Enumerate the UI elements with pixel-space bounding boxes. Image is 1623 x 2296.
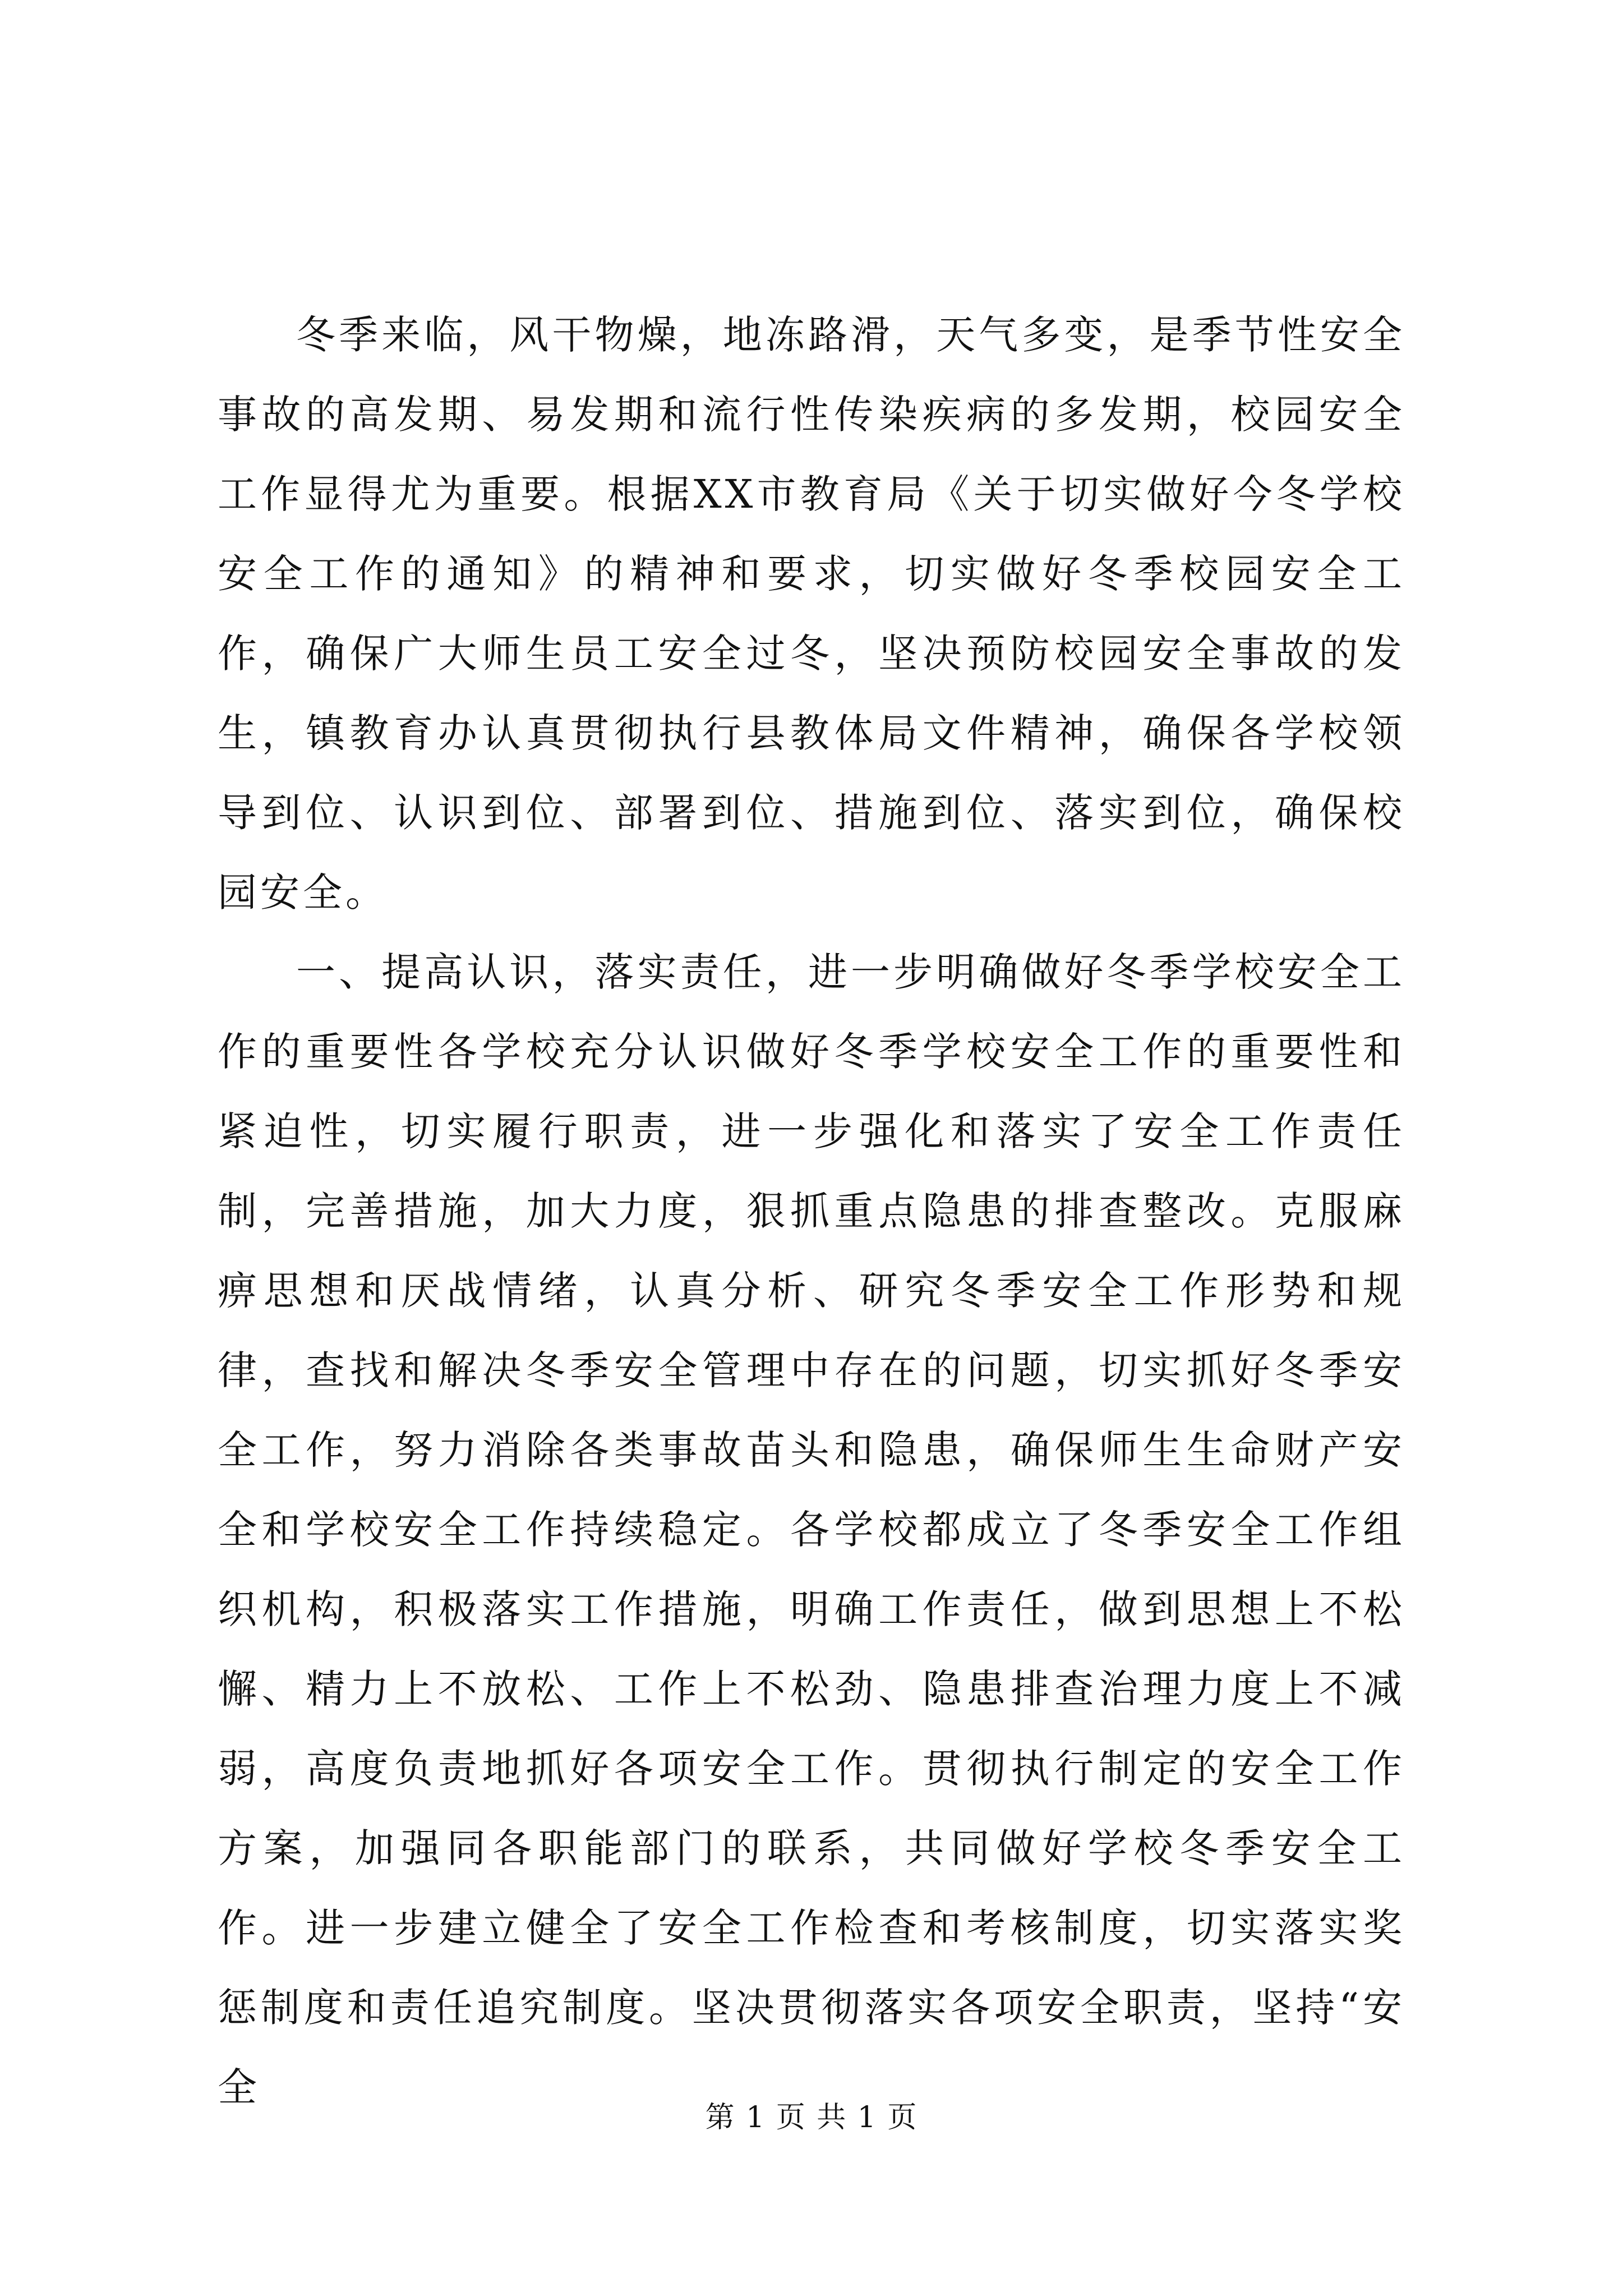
page-footer: 第 1 页 共 1 页	[705, 2101, 918, 2134]
document-body	[218, 295, 1405, 2127]
paragraph-intro: 冬季来临，风干物燥，地冻路滑，天气多变，是季节性安全事故的高发期、易发期和流行性传染疾病的多发期，校园安全工作显得尤为重要。根据XX市教育局《关于切实做好今冬学校安全工作的通知》的精神和要求，切实做好冬季校园安全工作，确保广大师生员工安全过冬，坚决预防校园安全事故的发生，镇教育办认真贯彻执行县教体局文件精神，确保各学校领导到位、认识到位、部署到位、措施到位、落实到位，确保校园安全。	[218, 312, 1405, 915]
paragraph-section-one: 一、提高认识，落实责任，进一步明确做好冬季学校安全工作的重要性各学校充分认识做好冬季学校安全工作的重要性和紧迫性，切实履行职责，进一步强化和落实了安全工作责任制，完善措施，加大力度，狠抓重点隐患的排查整改。克服麻痹思想和厌战情绪，认真分析、研究冬季安全工作形势和规律，查找和解决冬季安全管理中存在的问题，切实抓好冬季安全工作，努力消除各类事故苗头和隐患，确保师生生命财产安全和学校安全工作持续稳定。各学校都成立了冬季安全工作组织机构，积极落实工作措施，明确工作责任，做到思想上不松懈、精力上不放松、工作上不松劲、隐患排查治理力度上不减弱，高度负责地抓好各项安全工作。贯彻执行制定的安全工作方案，加强同各职能部门的联系，共同做好学校冬季安全工作。进一步建立健全了安全工作检查和考核制度，切实落实奖惩制度和责任追究制度。坚决贯彻落实各项安全职责，坚持“安全	[218, 949, 1405, 2110]
